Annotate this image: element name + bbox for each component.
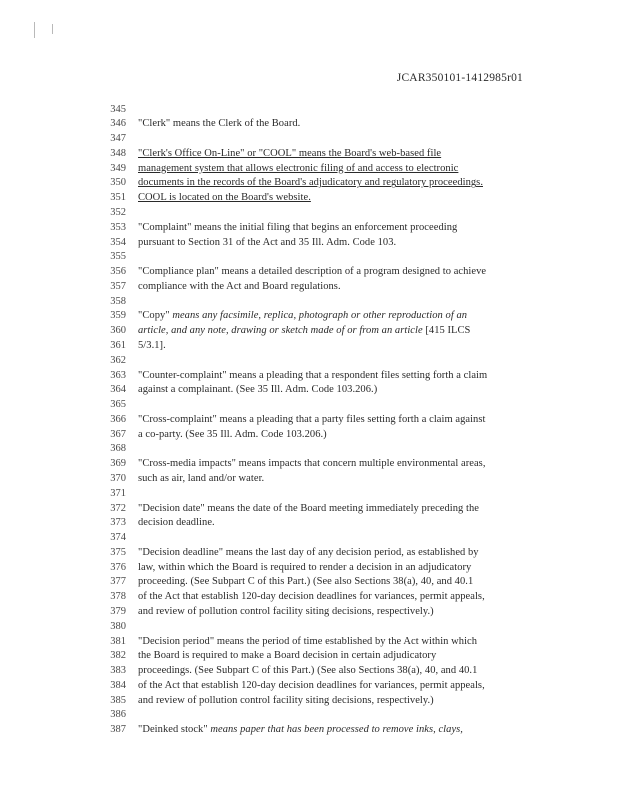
document-line [0, 133, 619, 147]
line-number: 366 [110, 413, 126, 425]
line-number: 369 [110, 458, 126, 470]
document-line [0, 104, 619, 118]
line-text [138, 429, 327, 440]
document-line [0, 310, 619, 324]
line-number: 354 [110, 236, 126, 248]
document-line [0, 355, 619, 369]
line-number: 362 [110, 354, 126, 366]
document-line [0, 695, 619, 709]
line-text [138, 384, 377, 395]
line-text [138, 680, 485, 691]
document-line [0, 163, 619, 177]
line-text [138, 177, 483, 188]
text-segment: proceeding. (See Subpart C of this Part.) (See also Sections 38(a), 40, and 40.1 [138, 576, 474, 588]
document-line [0, 148, 619, 162]
line-number: 356 [110, 266, 126, 278]
line-number: 373 [110, 517, 126, 529]
text-segment: against a complainant. (See 35 Ill. Adm. Code 103.206.) [138, 384, 378, 396]
line-number: 358 [110, 295, 126, 307]
line-number: 371 [110, 487, 126, 499]
document-line [0, 281, 619, 295]
line-text [138, 118, 300, 129]
text-segment: "Decision date" means the date of the Board meeting immediately preceding the [138, 502, 480, 514]
document-line [0, 207, 619, 221]
document-line [0, 488, 619, 502]
text-segment: proceedings. (See Subpart C of this Part.) (See also Sections 38(a), 40, and 40.1 [138, 665, 478, 677]
text-segment: of the Act that establish 120-day decision deadlines for variances, permit appeals, [138, 679, 485, 691]
line-number: 382 [110, 650, 126, 662]
document-line [0, 237, 619, 251]
document-line [0, 562, 619, 576]
document-line [0, 458, 619, 472]
text-segment: "Deinked stock" [138, 724, 211, 736]
line-text [138, 237, 396, 248]
text-segment: "Counter-complaint" means a pleading that a respondent files setting forth a claim [138, 369, 488, 381]
line-number: 377 [110, 576, 126, 588]
document-line [0, 724, 619, 738]
line-text [138, 473, 264, 484]
line-text [138, 636, 477, 647]
line-number: 349 [110, 162, 126, 174]
document-line [0, 251, 619, 265]
text-segment: the Board is required to make a Board decision in certain adjudicatory [138, 650, 437, 662]
document-line [0, 636, 619, 650]
line-text [138, 192, 311, 203]
scan-artifact-mark [52, 24, 53, 34]
line-text [138, 591, 485, 602]
document-line [0, 576, 619, 590]
document-line [0, 591, 619, 605]
line-number: 374 [110, 532, 126, 544]
line-text [138, 458, 486, 469]
document-line [0, 532, 619, 546]
document-line [0, 222, 619, 236]
line-text [138, 266, 486, 277]
line-text [138, 163, 458, 174]
line-number: 361 [110, 339, 126, 351]
underlined-text: "Clerk's Office On-Line" or "COOL" means the Board's web-based file [138, 147, 442, 159]
document-line [0, 621, 619, 635]
line-number: 346 [110, 118, 126, 130]
document-line [0, 399, 619, 413]
text-segment: "Cross-media impacts" means impacts that concern multiple environmental areas, [138, 458, 486, 470]
text-segment: "Decision period" means the period of time established by the Act within which [138, 635, 478, 647]
document-line [0, 547, 619, 561]
line-number: 376 [110, 561, 126, 573]
line-number: 363 [110, 369, 126, 381]
line-text [138, 325, 470, 336]
line-number: 347 [110, 133, 126, 145]
text-segment: "Clerk" means the Clerk of the Board. [138, 118, 301, 130]
line-number: 368 [110, 443, 126, 455]
document-line [0, 606, 619, 620]
scan-artifact-mark [34, 22, 35, 38]
line-text [138, 370, 487, 381]
text-segment: "Copy" [138, 310, 173, 322]
line-number: 350 [110, 177, 126, 189]
document-line [0, 266, 619, 280]
document-line [0, 503, 619, 517]
line-number: 378 [110, 591, 126, 603]
line-number: 372 [110, 502, 126, 514]
line-text [138, 606, 434, 617]
text-segment: [415 ILCS [422, 325, 471, 337]
line-number: 386 [110, 709, 126, 721]
italic-text: means any facsimile, replica, photograph or other reproduction of an [172, 310, 468, 322]
line-text [138, 503, 479, 514]
underlined-text: COOL is located on the Board's website. [138, 192, 311, 204]
line-text [138, 650, 436, 661]
line-text [138, 340, 166, 351]
text-segment: "Complaint" means the initial filing that begins an enforcement proceeding [138, 221, 458, 233]
line-text [138, 517, 215, 528]
line-number: 357 [110, 280, 126, 292]
text-segment: 5/3.1]. [138, 339, 166, 351]
text-segment: compliance with the Act and Board regulations. [138, 280, 341, 292]
line-number: 381 [110, 635, 126, 647]
text-segment: "Decision deadline" means the last day of any decision period, as established by [138, 546, 479, 558]
line-number: 353 [110, 221, 126, 233]
document-id-header: JCAR350101-1412985r01 [396, 72, 523, 84]
text-segment: a co-party. (See 35 Ill. Adm. Code 103.206.) [138, 428, 327, 440]
line-number: 379 [110, 606, 126, 618]
text-segment: decision deadline. [138, 517, 215, 529]
line-number: 364 [110, 384, 126, 396]
document-line [0, 414, 619, 428]
line-number: 351 [110, 192, 126, 204]
line-number: 375 [110, 546, 126, 558]
text-segment: pursuant to Section 31 of the Act and 35 Ill. Adm. Code 103. [138, 236, 397, 248]
line-text [138, 222, 457, 233]
text-segment: of the Act that establish 120-day decision deadlines for variances, permit appeals, [138, 591, 485, 603]
document-line [0, 177, 619, 191]
line-text [138, 665, 477, 676]
line-number: 352 [110, 206, 126, 218]
line-text [138, 695, 434, 706]
document-line [0, 340, 619, 354]
document-line [0, 384, 619, 398]
line-number: 359 [110, 310, 126, 322]
line-number: 385 [110, 694, 126, 706]
line-text [138, 414, 485, 425]
line-text [138, 724, 463, 735]
document-line [0, 473, 619, 487]
line-number: 370 [110, 473, 126, 484]
line-number: 355 [110, 251, 126, 263]
text-segment: law, within which the Board is required to render a decision in an adjudicatory [138, 561, 472, 573]
line-number: 367 [110, 428, 126, 440]
underlined-text: documents in the records of the Board's adjudicatory and regulatory proceedings. [138, 177, 483, 189]
line-text [138, 148, 441, 159]
text-segment: "Cross-complaint" means a pleading that a party files setting forth a claim against [138, 413, 486, 425]
line-number: 384 [110, 679, 126, 691]
line-text [138, 547, 479, 558]
text-segment: such as air, land and/or water. [138, 473, 265, 484]
document-line [0, 650, 619, 664]
line-text [138, 562, 471, 573]
italic-text: means paper that has been processed to remove inks, clays, [210, 724, 463, 736]
italic-text: article, and any note, drawing or sketch made of or from an article [138, 325, 423, 337]
document-line [0, 296, 619, 310]
line-number: 360 [110, 325, 126, 337]
line-text [138, 576, 473, 587]
document-line [0, 443, 619, 457]
line-number: 380 [110, 620, 126, 632]
line-number: 383 [110, 665, 126, 677]
document-line [0, 709, 619, 723]
document-line [0, 192, 619, 206]
document-line [0, 517, 619, 531]
document-line [0, 429, 619, 443]
line-number: 345 [110, 103, 126, 115]
document-line [0, 118, 619, 132]
line-text [138, 281, 341, 292]
text-segment: "Compliance plan" means a detailed description of a program designed to achieve [138, 266, 487, 278]
line-number: 387 [110, 724, 126, 736]
text-segment: and review of pollution control facility siting decisions, respectively.) [138, 694, 434, 706]
document-line [0, 665, 619, 679]
line-text [138, 310, 467, 321]
line-number: 365 [110, 399, 126, 411]
line-number: 348 [110, 147, 126, 159]
text-segment: and review of pollution control facility siting decisions, respectively.) [138, 606, 434, 618]
document-line [0, 680, 619, 694]
document-line [0, 370, 619, 384]
document-line [0, 325, 619, 339]
underlined-text: management system that allows electronic filing of and access to electronic [138, 162, 459, 174]
